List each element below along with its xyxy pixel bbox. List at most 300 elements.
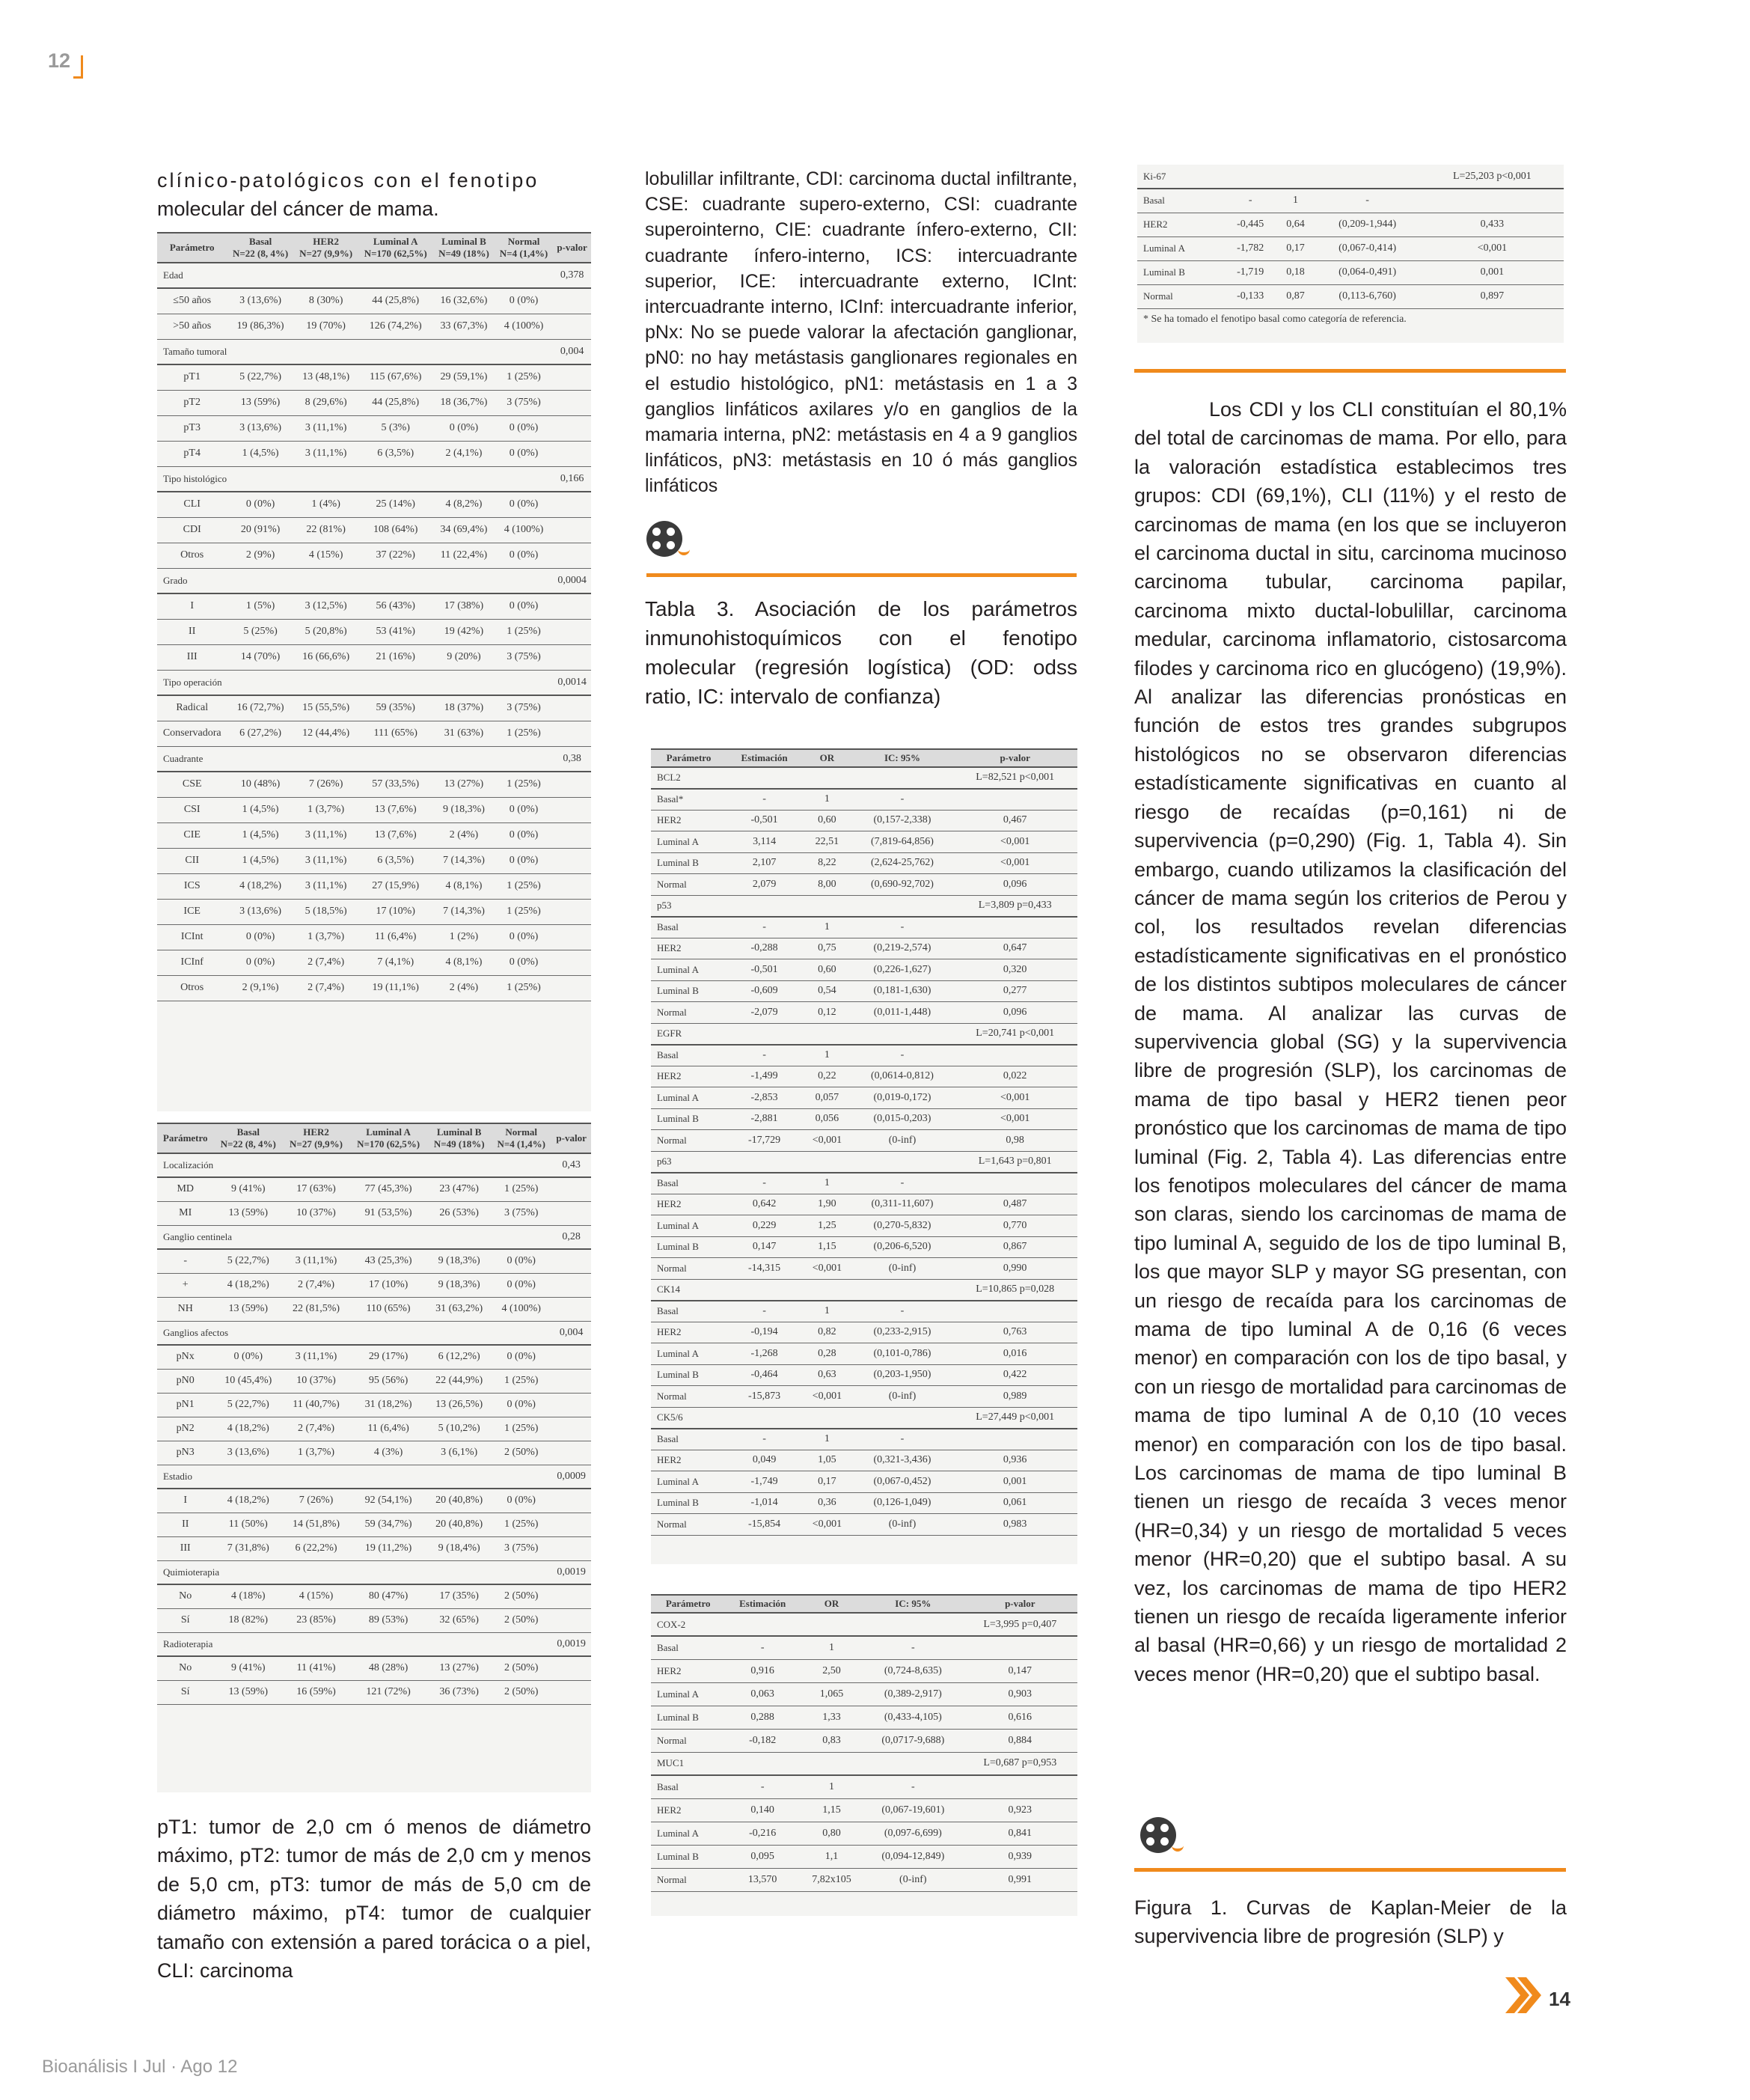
table-cell <box>553 721 591 746</box>
table-cell: 0,923 <box>963 1798 1077 1822</box>
table-cell: 0,422 <box>952 1364 1077 1386</box>
table-cell <box>553 848 591 873</box>
table-2-part-2 <box>157 1123 591 1792</box>
table-cell: 2 (4%) <box>433 822 495 848</box>
row-label: pN1 <box>157 1393 213 1417</box>
row-label: pN3 <box>157 1441 213 1465</box>
section-divider <box>1134 1868 1566 1872</box>
table-cell: 1 <box>800 1636 863 1659</box>
p-value: 0,378 <box>553 263 591 288</box>
column-header: Parámetro <box>651 1595 725 1613</box>
table-cell: -0,501 <box>726 810 802 831</box>
table-cell: 6 (12,2%) <box>427 1345 491 1369</box>
table-row <box>157 822 591 848</box>
row-label: I <box>157 1489 213 1513</box>
table-cell: 1 (25%) <box>495 975 553 1001</box>
row-label: HER2 <box>651 1066 726 1087</box>
table-cell: 0,54 <box>802 980 851 1002</box>
table-cell: (0-inf) <box>852 1130 953 1152</box>
table-cell: 3 (11,1%) <box>283 1249 349 1273</box>
table-cell: 33 (67,3%) <box>433 314 495 339</box>
table-row <box>651 1215 1077 1237</box>
column-header: p-valor <box>551 1123 591 1153</box>
table-cell: 0,22 <box>802 1066 851 1087</box>
heading-line-1: clínico-patológicos con el fenotipo <box>157 169 539 192</box>
table-cell: -0,288 <box>726 938 802 959</box>
row-label: HER2 <box>651 810 726 831</box>
table-cell: 8,00 <box>802 874 851 896</box>
table-row <box>157 1201 591 1225</box>
table-cell: 19 (86,3%) <box>227 314 293 339</box>
table-cell: 0,095 <box>725 1845 800 1868</box>
column-header: Estimación <box>725 1595 800 1613</box>
table-3-footnote: * Se ha tomado el fenotipo basal como categoría de referencia. <box>1143 313 1407 325</box>
table-row <box>651 1471 1077 1493</box>
table-cell: 36 (73%) <box>427 1680 491 1704</box>
footer-publication: Bioanálisis I Jul · Ago 12 <box>42 2057 238 2077</box>
film-reel-icon <box>1140 1817 1176 1853</box>
table-row <box>1137 189 1564 213</box>
table-cell: 1,15 <box>800 1798 863 1822</box>
model-statistic: L=10,865 p=0,028 <box>952 1279 1077 1301</box>
table-row <box>157 1680 591 1704</box>
row-label: Normal <box>1137 284 1224 308</box>
table-cell: 7 (4,1%) <box>358 950 433 975</box>
table-cell: - <box>726 1045 802 1066</box>
table-cell: 56 (43%) <box>358 593 433 619</box>
table-cell: 1 (25%) <box>491 1513 551 1536</box>
table-cell: 16 (66,6%) <box>294 644 358 670</box>
table-row <box>651 1450 1077 1471</box>
table-row <box>651 1706 1077 1729</box>
table-cell: 3 (12,5%) <box>294 593 358 619</box>
row-label: Otros <box>157 543 227 568</box>
table-row <box>157 288 591 314</box>
table-row <box>157 543 591 568</box>
row-label: Luminal A <box>651 1215 726 1237</box>
table-row <box>157 314 591 339</box>
table-row <box>157 899 591 924</box>
table-cell: (0-inf) <box>852 1386 953 1408</box>
table-cell: 0,229 <box>726 1215 802 1237</box>
row-label: Basal <box>651 1429 726 1450</box>
table-row <box>157 1369 591 1393</box>
row-label: Luminal A <box>651 1682 725 1706</box>
column-header: Luminal B N=49 (18%) <box>433 233 495 263</box>
row-label: ≤50 años <box>157 288 227 314</box>
table-cell <box>952 1301 1077 1322</box>
table-group-row <box>651 1407 1077 1429</box>
model-statistic: L=82,521 p<0,001 <box>952 767 1077 789</box>
row-label: No <box>157 1584 213 1608</box>
group-label: CK5/6 <box>651 1407 952 1429</box>
table-cell: (0,067-0,414) <box>1315 236 1421 260</box>
table-cell <box>553 492 591 517</box>
table-cell: 7 (14,3%) <box>433 899 495 924</box>
table-cell: 95 (56%) <box>349 1369 427 1393</box>
p-value: 0,166 <box>553 466 591 492</box>
section-divider <box>1134 369 1566 373</box>
table-cell: - <box>863 1636 963 1659</box>
table-row <box>157 797 591 822</box>
table-cell: -0,216 <box>725 1822 800 1845</box>
table-cell: 1,15 <box>802 1236 851 1258</box>
table-cell: 5 (18,5%) <box>294 899 358 924</box>
table-group-row <box>651 1752 1077 1775</box>
table-cell: -1,782 <box>1224 236 1277 260</box>
row-label: HER2 <box>1137 213 1224 236</box>
table-cell: 13 (59%) <box>213 1680 283 1704</box>
table-cell: 0 (0%) <box>213 1345 283 1369</box>
table-cell: 10 (37%) <box>283 1201 349 1225</box>
table-cell: (7,819-64,856) <box>852 831 953 853</box>
table-cell: 1 <box>802 789 851 811</box>
table-cell: - <box>725 1775 800 1798</box>
table-cell: 2 (7,4%) <box>283 1417 349 1441</box>
table-2-part-1 <box>157 232 591 1111</box>
column-header: Parámetro <box>651 749 726 767</box>
row-label: Normal <box>651 1514 726 1536</box>
table-cell: 0,022 <box>952 1066 1077 1087</box>
table-cell: <0,001 <box>952 852 1077 874</box>
table-cell: 1 <box>1276 189 1314 213</box>
column-header: p-valor <box>553 233 591 263</box>
table-row <box>157 848 591 873</box>
table-cell: 4 (3%) <box>349 1441 427 1465</box>
table-cell: (0,226-1,627) <box>852 959 953 981</box>
table-group-row <box>651 895 1077 917</box>
table-row <box>157 1608 591 1632</box>
column-header: Basal N=22 (8, 4%) <box>227 233 293 263</box>
row-label: CLI <box>157 492 227 517</box>
row-label: Normal <box>651 1002 726 1024</box>
table-cell: 9 (18,3%) <box>427 1273 491 1297</box>
table-cell <box>553 822 591 848</box>
table-cell: 92 (54,1%) <box>349 1489 427 1513</box>
row-label: Normal <box>651 1868 725 1891</box>
row-label: Basal* <box>651 789 726 811</box>
table-cell: 1 (25%) <box>491 1177 551 1201</box>
table-cell: 1 (5%) <box>227 593 293 619</box>
group-label: Ki-67 <box>1137 165 1421 189</box>
table-cell: 3 (11,1%) <box>283 1345 349 1369</box>
table-cell <box>952 1173 1077 1194</box>
table-cell: 0,60 <box>802 959 851 981</box>
table-cell: -0,445 <box>1224 213 1277 236</box>
table-cell <box>553 288 591 314</box>
table-group-row <box>157 1632 591 1656</box>
table-cell: 0,147 <box>726 1236 802 1258</box>
table-cell: 0,916 <box>725 1659 800 1682</box>
table-cell <box>551 1345 591 1369</box>
table-cell: 29 (17%) <box>349 1345 427 1369</box>
table-cell: 1 <box>800 1775 863 1798</box>
table-cell: 1 (25%) <box>495 619 553 644</box>
row-label: Luminal B <box>651 1492 726 1514</box>
table-cell: 15 (55,5%) <box>294 695 358 721</box>
table-cell: 7 (26%) <box>294 772 358 797</box>
table-cell <box>952 1045 1077 1066</box>
table-cell: - <box>726 1173 802 1194</box>
table-cell: 0,989 <box>952 1386 1077 1408</box>
table-cell: 1 <box>802 1173 851 1194</box>
table-cell: 3 (11,1%) <box>294 873 358 899</box>
table-cell: 4 (8,2%) <box>433 492 495 517</box>
model-statistic: L=1,643 p=0,801 <box>952 1151 1077 1173</box>
table-row <box>651 1845 1077 1868</box>
table-cell <box>553 924 591 950</box>
row-label: II <box>157 1513 213 1536</box>
table-row <box>157 721 591 746</box>
table-cell: -15,873 <box>726 1386 802 1408</box>
column-header: HER2 N=27 (9,9%) <box>283 1123 349 1153</box>
table-cell <box>952 917 1077 938</box>
table-row <box>651 810 1077 831</box>
table-row <box>651 1729 1077 1752</box>
table-row <box>157 364 591 390</box>
table-cell: - <box>863 1775 963 1798</box>
table-cell <box>963 1775 1077 1798</box>
table-cell: <0,001 <box>802 1130 851 1152</box>
table-cell: 0,487 <box>952 1194 1077 1215</box>
table-cell: 0,83 <box>800 1729 863 1752</box>
table-cell <box>1421 189 1564 213</box>
p-value: 0,0004 <box>553 568 591 593</box>
column-header: OR <box>800 1595 863 1613</box>
table-row <box>651 1087 1077 1109</box>
table-cell: - <box>726 789 802 811</box>
table-cell: 4 (18,2%) <box>213 1417 283 1441</box>
table-3-part-2 <box>651 1594 1077 1916</box>
row-label: Luminal B <box>651 1364 726 1386</box>
table-cell: 0,049 <box>726 1450 802 1471</box>
table-row <box>651 1258 1077 1280</box>
table-cell: 1 (4,5%) <box>227 797 293 822</box>
table-row <box>651 1798 1077 1822</box>
table-cell <box>553 543 591 568</box>
table-cell: (0,724-8,635) <box>863 1659 963 1682</box>
row-label: HER2 <box>651 1450 726 1471</box>
column-header: IC: 95% <box>852 749 953 767</box>
row-label: CDI <box>157 517 227 543</box>
row-label: pT3 <box>157 415 227 441</box>
table-3-caption: Tabla 3. Asociación de los parámetros inmunohistoquímicos con el fenotipo molecular (regresión logística) (OD: odss ratio, IC: intervalo de confianza) <box>645 597 1077 708</box>
table-cell: 0,12 <box>802 1002 851 1024</box>
table-cell: 5 (10,2%) <box>427 1417 491 1441</box>
table-cell: 2 (4,1%) <box>433 441 495 466</box>
table-cell: 0,616 <box>963 1706 1077 1729</box>
film-reel-icon <box>646 521 682 557</box>
table-cell: 2 (9,1%) <box>227 975 293 1001</box>
row-label: Basal <box>651 1775 725 1798</box>
table-row <box>651 1301 1077 1322</box>
table-cell: 22 (44,9%) <box>427 1369 491 1393</box>
table-cell: -0,609 <box>726 980 802 1002</box>
section-divider <box>646 573 1077 577</box>
table-cell: 9 (20%) <box>433 644 495 670</box>
table-cell: 6 (3,5%) <box>358 441 433 466</box>
table-cell: 13 (27%) <box>433 772 495 797</box>
film-reel-accent <box>678 545 690 555</box>
table-cell: 0 (0%) <box>495 822 553 848</box>
table-cell: 0 (0%) <box>491 1489 551 1513</box>
table-cell: 0,939 <box>963 1845 1077 1868</box>
table-cell: 10 (48%) <box>227 772 293 797</box>
row-label: II <box>157 619 227 644</box>
table-cell: 4 (18,2%) <box>213 1273 283 1297</box>
table-cell <box>553 314 591 339</box>
table-row <box>651 1492 1077 1514</box>
table-cell <box>551 1513 591 1536</box>
table-cell: 0,983 <box>952 1514 1077 1536</box>
row-label: pT2 <box>157 390 227 415</box>
table-cell: - <box>852 1173 953 1194</box>
table-cell: 0 (0%) <box>495 415 553 441</box>
table-cell: (0,270-5,832) <box>852 1215 953 1237</box>
p-value: 0,38 <box>553 746 591 772</box>
table-cell: 8,22 <box>802 852 851 874</box>
table-cell: 2,50 <box>800 1659 863 1682</box>
table-cell: (0,097-6,699) <box>863 1822 963 1845</box>
table-cell: - <box>852 917 953 938</box>
table-cell <box>551 1393 591 1417</box>
table-cell: 3 (11,1%) <box>294 441 358 466</box>
table-cell <box>551 1584 591 1608</box>
table-3-continuation <box>1137 165 1564 343</box>
table-cell: (0,219-2,574) <box>852 938 953 959</box>
page-number-mark <box>73 55 83 79</box>
table-cell: 0 (0%) <box>495 924 553 950</box>
table-row <box>651 1822 1077 1845</box>
table-cell <box>553 619 591 644</box>
table-cell: -2,881 <box>726 1108 802 1130</box>
table-row <box>651 1002 1077 1024</box>
table-cell: (0,064-0,491) <box>1315 260 1421 284</box>
next-page-arrow-icon[interactable] <box>1504 1976 1543 2015</box>
row-label: Luminal B <box>651 1236 726 1258</box>
table-row <box>157 1345 591 1369</box>
table-cell: 13 (48,1%) <box>294 364 358 390</box>
table-cell: 9 (18,3%) <box>427 1249 491 1273</box>
row-label: Luminal A <box>651 1822 725 1845</box>
table-cell: 1 <box>802 1301 851 1322</box>
row-label: III <box>157 644 227 670</box>
table-cell: 23 (47%) <box>427 1177 491 1201</box>
table-cell: 2 (50%) <box>491 1584 551 1608</box>
row-label: - <box>157 1249 213 1273</box>
table-cell: 20 (91%) <box>227 517 293 543</box>
table-row <box>157 644 591 670</box>
table-cell <box>553 364 591 390</box>
table-cell: (0-inf) <box>852 1258 953 1280</box>
row-label: Luminal A <box>651 959 726 981</box>
group-label: BCL2 <box>651 767 952 789</box>
row-label: CII <box>157 848 227 873</box>
table-cell: 3 (75%) <box>491 1201 551 1225</box>
table-cell: 1,1 <box>800 1845 863 1868</box>
table-cell: 0,001 <box>952 1471 1077 1493</box>
table-cell <box>963 1636 1077 1659</box>
table-cell: 11 (22,4%) <box>433 543 495 568</box>
table-cell: -0,182 <box>725 1729 800 1752</box>
table-cell: 7 (31,8%) <box>213 1536 283 1560</box>
table-cell: 0 (0%) <box>491 1273 551 1297</box>
table-cell: 4 (100%) <box>495 314 553 339</box>
table-cell: 0,467 <box>952 810 1077 831</box>
table-cell: 0,60 <box>802 810 851 831</box>
table-cell: (0,011-1,448) <box>852 1002 953 1024</box>
table-cell <box>551 1656 591 1680</box>
table-cell: -14,315 <box>726 1258 802 1280</box>
table-cell: 32 (65%) <box>427 1608 491 1632</box>
table-cell: 0,991 <box>963 1868 1077 1891</box>
table-cell: 0,056 <box>802 1108 851 1130</box>
table-cell: 0 (0%) <box>495 288 553 314</box>
table-group-row <box>157 263 591 288</box>
table-row <box>157 492 591 517</box>
row-label: Sí <box>157 1680 213 1704</box>
table-cell: 115 (67,6%) <box>358 364 433 390</box>
table-row <box>157 1489 591 1513</box>
table-cell: 0,288 <box>725 1706 800 1729</box>
table-cell: 57 (33,5%) <box>358 772 433 797</box>
table-cell <box>553 695 591 721</box>
row-label: CSE <box>157 772 227 797</box>
row-label: pN0 <box>157 1369 213 1393</box>
table-cell: 1 (4,5%) <box>227 848 293 873</box>
table-cell: 13 (7,6%) <box>358 822 433 848</box>
row-label: HER2 <box>651 1659 725 1682</box>
table-cell: 6 (22,2%) <box>283 1536 349 1560</box>
row-label: Luminal B <box>651 1108 726 1130</box>
table-cell: 0,87 <box>1276 284 1314 308</box>
table-cell <box>551 1297 591 1321</box>
table-cell: 11 (6,4%) <box>349 1417 427 1441</box>
table-cell: 1 (25%) <box>491 1369 551 1393</box>
table-cell: 0,763 <box>952 1322 1077 1343</box>
table-cell: 1 (25%) <box>495 772 553 797</box>
table-cell: 3,114 <box>726 831 802 853</box>
table-3-part-1 <box>651 748 1077 1564</box>
table-cell: 1 (4,5%) <box>227 441 293 466</box>
table-cell: 0,841 <box>963 1822 1077 1845</box>
table-cell <box>553 873 591 899</box>
table-row <box>157 1393 591 1417</box>
column-1-heading <box>157 166 591 224</box>
table-cell: 0,80 <box>800 1822 863 1845</box>
table-cell: 4 (8,1%) <box>433 950 495 975</box>
table-cell: (0,690-92,702) <box>852 874 953 896</box>
table-row <box>157 390 591 415</box>
table-cell: 0,277 <box>952 980 1077 1002</box>
table-cell: 4 (18,2%) <box>227 873 293 899</box>
p-value: 0,0009 <box>551 1465 591 1489</box>
table-cell: (0,019-0,172) <box>852 1087 953 1109</box>
table-cell: 19 (42%) <box>433 619 495 644</box>
table-cell: 0,64 <box>1276 213 1314 236</box>
row-label: Normal <box>651 1386 726 1408</box>
table-cell: -1,268 <box>726 1343 802 1365</box>
table-cell: (0,209-1,944) <box>1315 213 1421 236</box>
table-cell <box>553 975 591 1001</box>
table-cell: 1 (25%) <box>495 721 553 746</box>
table-cell: 4 (15%) <box>283 1584 349 1608</box>
table-cell: 1,25 <box>802 1215 851 1237</box>
table-row <box>651 1868 1077 1891</box>
column-header: Parámetro <box>157 233 227 263</box>
table-cell: 4 (100%) <box>495 517 553 543</box>
table-row <box>157 619 591 644</box>
